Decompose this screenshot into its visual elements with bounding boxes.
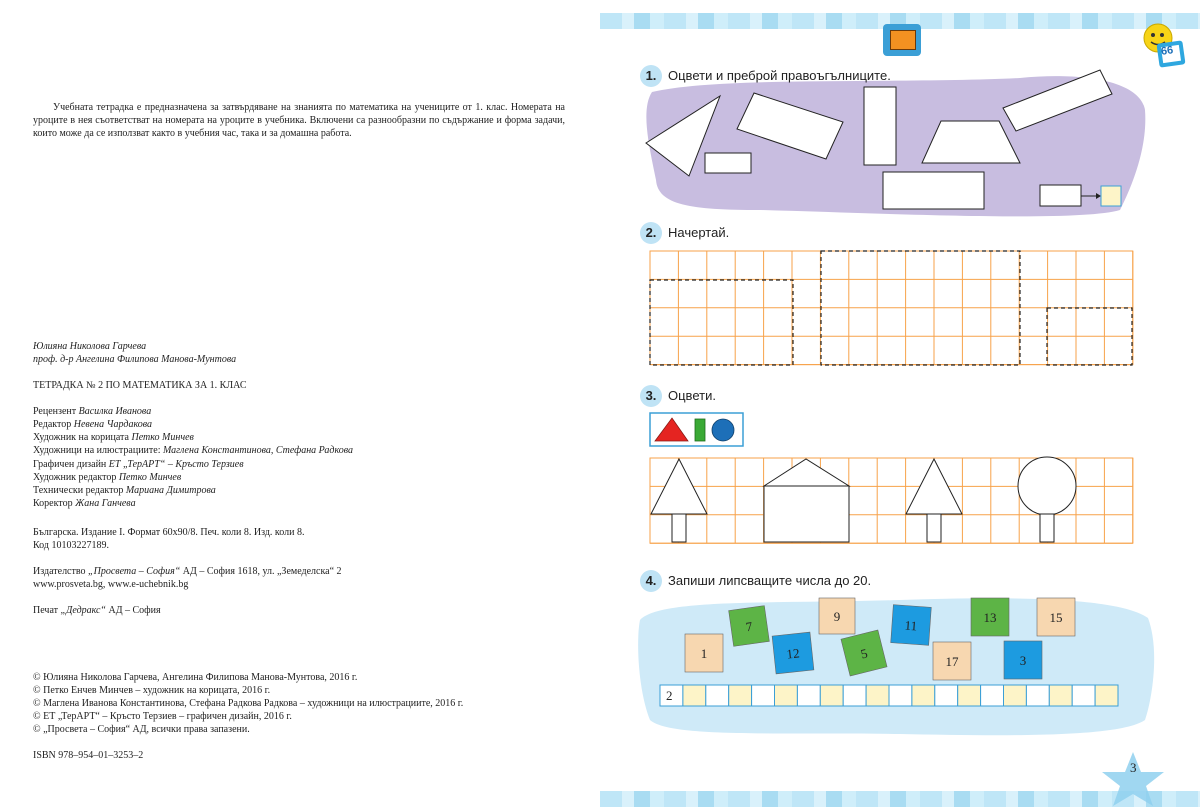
- print-prefix: Печат: [33, 605, 61, 616]
- credit-role: Художници на илюстрациите:: [33, 445, 163, 456]
- websites-line: www.prosveta.bg, www.e-uchebnik.bg: [33, 579, 189, 590]
- number-card: [971, 598, 1009, 636]
- number-strip-cell: [935, 685, 958, 706]
- isbn-line: ISBN 978–954–01–3253–2: [33, 750, 144, 761]
- number-card: [685, 634, 723, 672]
- credit-name: Петко Минчев: [131, 432, 194, 443]
- number-card-value: 5: [859, 645, 870, 662]
- number-strip-cell: [1004, 685, 1027, 706]
- number-card-value: 13: [983, 610, 997, 625]
- number-card: [933, 642, 971, 680]
- number-strip-cell: [1072, 685, 1095, 706]
- task1-text: Оцвети и преброй правоъгълниците.: [668, 68, 891, 83]
- number-card-value: 7: [744, 618, 754, 635]
- number-strip: [660, 685, 1118, 706]
- green-rect-icon: [695, 419, 705, 441]
- copyright-line: © Маглена Иванова Константинова, Стефана Радкова Радкова – художници на илюстрациите, 2016 г.: [33, 698, 464, 709]
- credit-name: Петко Минчев: [118, 472, 182, 483]
- credit-name: Василка Иванова: [78, 406, 152, 417]
- number-card: [1004, 641, 1042, 679]
- publisher-prefix: Издателство: [33, 566, 89, 577]
- credit-name: Невена Чардакова: [73, 419, 153, 430]
- blue-circle-icon: [712, 419, 734, 441]
- publisher-address: АД – София 1618, ул. „Земеделска“ 2: [180, 566, 342, 577]
- book-title: ТЕТРАДКА № 2 ПО МАТЕМАТИКА ЗА 1. КЛАС: [33, 380, 247, 391]
- number-strip-cell: [981, 685, 1004, 706]
- number-strip-cell: [729, 685, 752, 706]
- credit-role: Художник на корицата: [33, 432, 132, 443]
- credit-line: [33, 418, 152, 431]
- number-strip-cell: [889, 685, 912, 706]
- credit-role: Технически редактор: [33, 485, 126, 496]
- credit-role: Рецензент: [33, 406, 79, 417]
- task2-text: Начертай.: [668, 225, 730, 240]
- number-strip-cell: [912, 685, 935, 706]
- copyright-line: © Юлияна Николова Гарчева, Ангелина Филипова Манова-Мунтова, 2016 г.: [33, 672, 358, 683]
- copyright-line: © „Просвета – София“ АД, всички права запазени.: [33, 724, 250, 735]
- copyright-line: © ЕТ „ТерАРТ“ – Кръсто Терзиев – графичен дизайн, 2016 г.: [33, 711, 292, 722]
- credit-role: Художник редактор: [33, 472, 119, 483]
- task4-number: 4.: [640, 570, 662, 592]
- credit-line: [33, 458, 244, 471]
- number-strip-cell: [866, 685, 889, 706]
- task2-number: 2.: [640, 222, 662, 244]
- task1-illustration: [600, 0, 1200, 807]
- intro-paragraph: Учебната тетрадка е предназначена за затвърдяване на знанията по математика на учениците от 1. клас. Номерата на уроците в нея съответстват на номерата на уроците в учебника. Включени са разнообразни по съдържание и форма задачи, които може да се използват както в учебния час, така и за домашна работа.: [33, 102, 565, 139]
- number-card-value: 1: [700, 646, 708, 661]
- number-strip-cell: [683, 685, 706, 706]
- credit-line: [33, 471, 181, 484]
- number-card-value: 17: [945, 654, 959, 669]
- number-strip-cell: [1095, 685, 1118, 706]
- number-card: [891, 605, 932, 646]
- number-card: [1037, 598, 1075, 636]
- author-1: Юлияна Николова Гарчева: [33, 341, 147, 352]
- task1-number: 1.: [640, 65, 662, 87]
- credit-line: [33, 497, 136, 510]
- credit-line: [33, 484, 216, 497]
- number-strip-cell: [706, 685, 729, 706]
- number-card-value: 3: [1019, 653, 1027, 668]
- number-strip-cell: [1049, 685, 1072, 706]
- number-strip-cell: [958, 685, 981, 706]
- page-number: 3: [1130, 760, 1137, 775]
- number-strip-cell: [820, 685, 843, 706]
- number-strip-cell: [843, 685, 866, 706]
- number-card: [819, 598, 855, 634]
- lesson-number: 66: [1160, 44, 1175, 58]
- number-strip-cell: [775, 685, 798, 706]
- task4-text: Запиши липсващите числа до 20.: [668, 573, 872, 588]
- shape-small-rect: [705, 153, 751, 173]
- credit-line: [33, 405, 151, 418]
- number-strip-cell: [797, 685, 820, 706]
- shape-wide-rect: [883, 172, 984, 209]
- code-line: Код 10103227189.: [33, 540, 109, 551]
- credit-name: Мариана Димитрова: [125, 485, 216, 496]
- author-2: проф. д-р Ангелина Филипова Манова-Мунтова: [33, 354, 237, 365]
- copyright-line: © Петко Енчев Минчев – художник на корицата, 2016 г.: [33, 685, 271, 696]
- credit-name: Маглена Константинова, Стефана Радкова: [162, 445, 354, 456]
- number-strip-cell: [1026, 685, 1049, 706]
- credit-role: Коректор: [33, 498, 76, 509]
- number-card: [772, 632, 814, 674]
- credit-role: Графичен дизайн: [33, 459, 109, 470]
- task2-grid: [650, 251, 1133, 365]
- credit-name: ЕТ „ТерАРТ“ – Кръсто Терзиев: [108, 459, 244, 470]
- number-card-value: 15: [1049, 610, 1063, 625]
- number-card-value: 9: [833, 609, 841, 624]
- publisher-name: „Просвета – София“: [88, 566, 181, 577]
- credit-line: [33, 431, 194, 444]
- number-strip-cell: [752, 685, 775, 706]
- credit-name: Жана Ганчева: [75, 498, 136, 509]
- task3-number: 3.: [640, 385, 662, 407]
- number-card-value: 11: [904, 617, 918, 634]
- print-line: [33, 604, 161, 617]
- number-strip-start: 2: [666, 688, 673, 703]
- worksheet-page: [600, 0, 1200, 807]
- credit-role: Редактор: [33, 419, 74, 430]
- number-card-value: 12: [785, 645, 801, 662]
- shape-tall-rect: [864, 87, 896, 165]
- task3-text: Оцвети.: [668, 388, 716, 403]
- edition-line: Българска. Издание I. Формат 60x90/8. Печ. коли 8. Изд. коли 8.: [33, 527, 305, 538]
- page-star-icon: [1098, 750, 1168, 807]
- credit-line: [33, 444, 353, 457]
- printer-location: АД – София: [105, 605, 161, 616]
- printer-name: „Дедракс“: [60, 605, 106, 616]
- shape-example-rect: [1040, 185, 1081, 206]
- shape-answer-box: [1101, 186, 1121, 206]
- publisher-line: [33, 565, 342, 578]
- number-card: [729, 606, 770, 647]
